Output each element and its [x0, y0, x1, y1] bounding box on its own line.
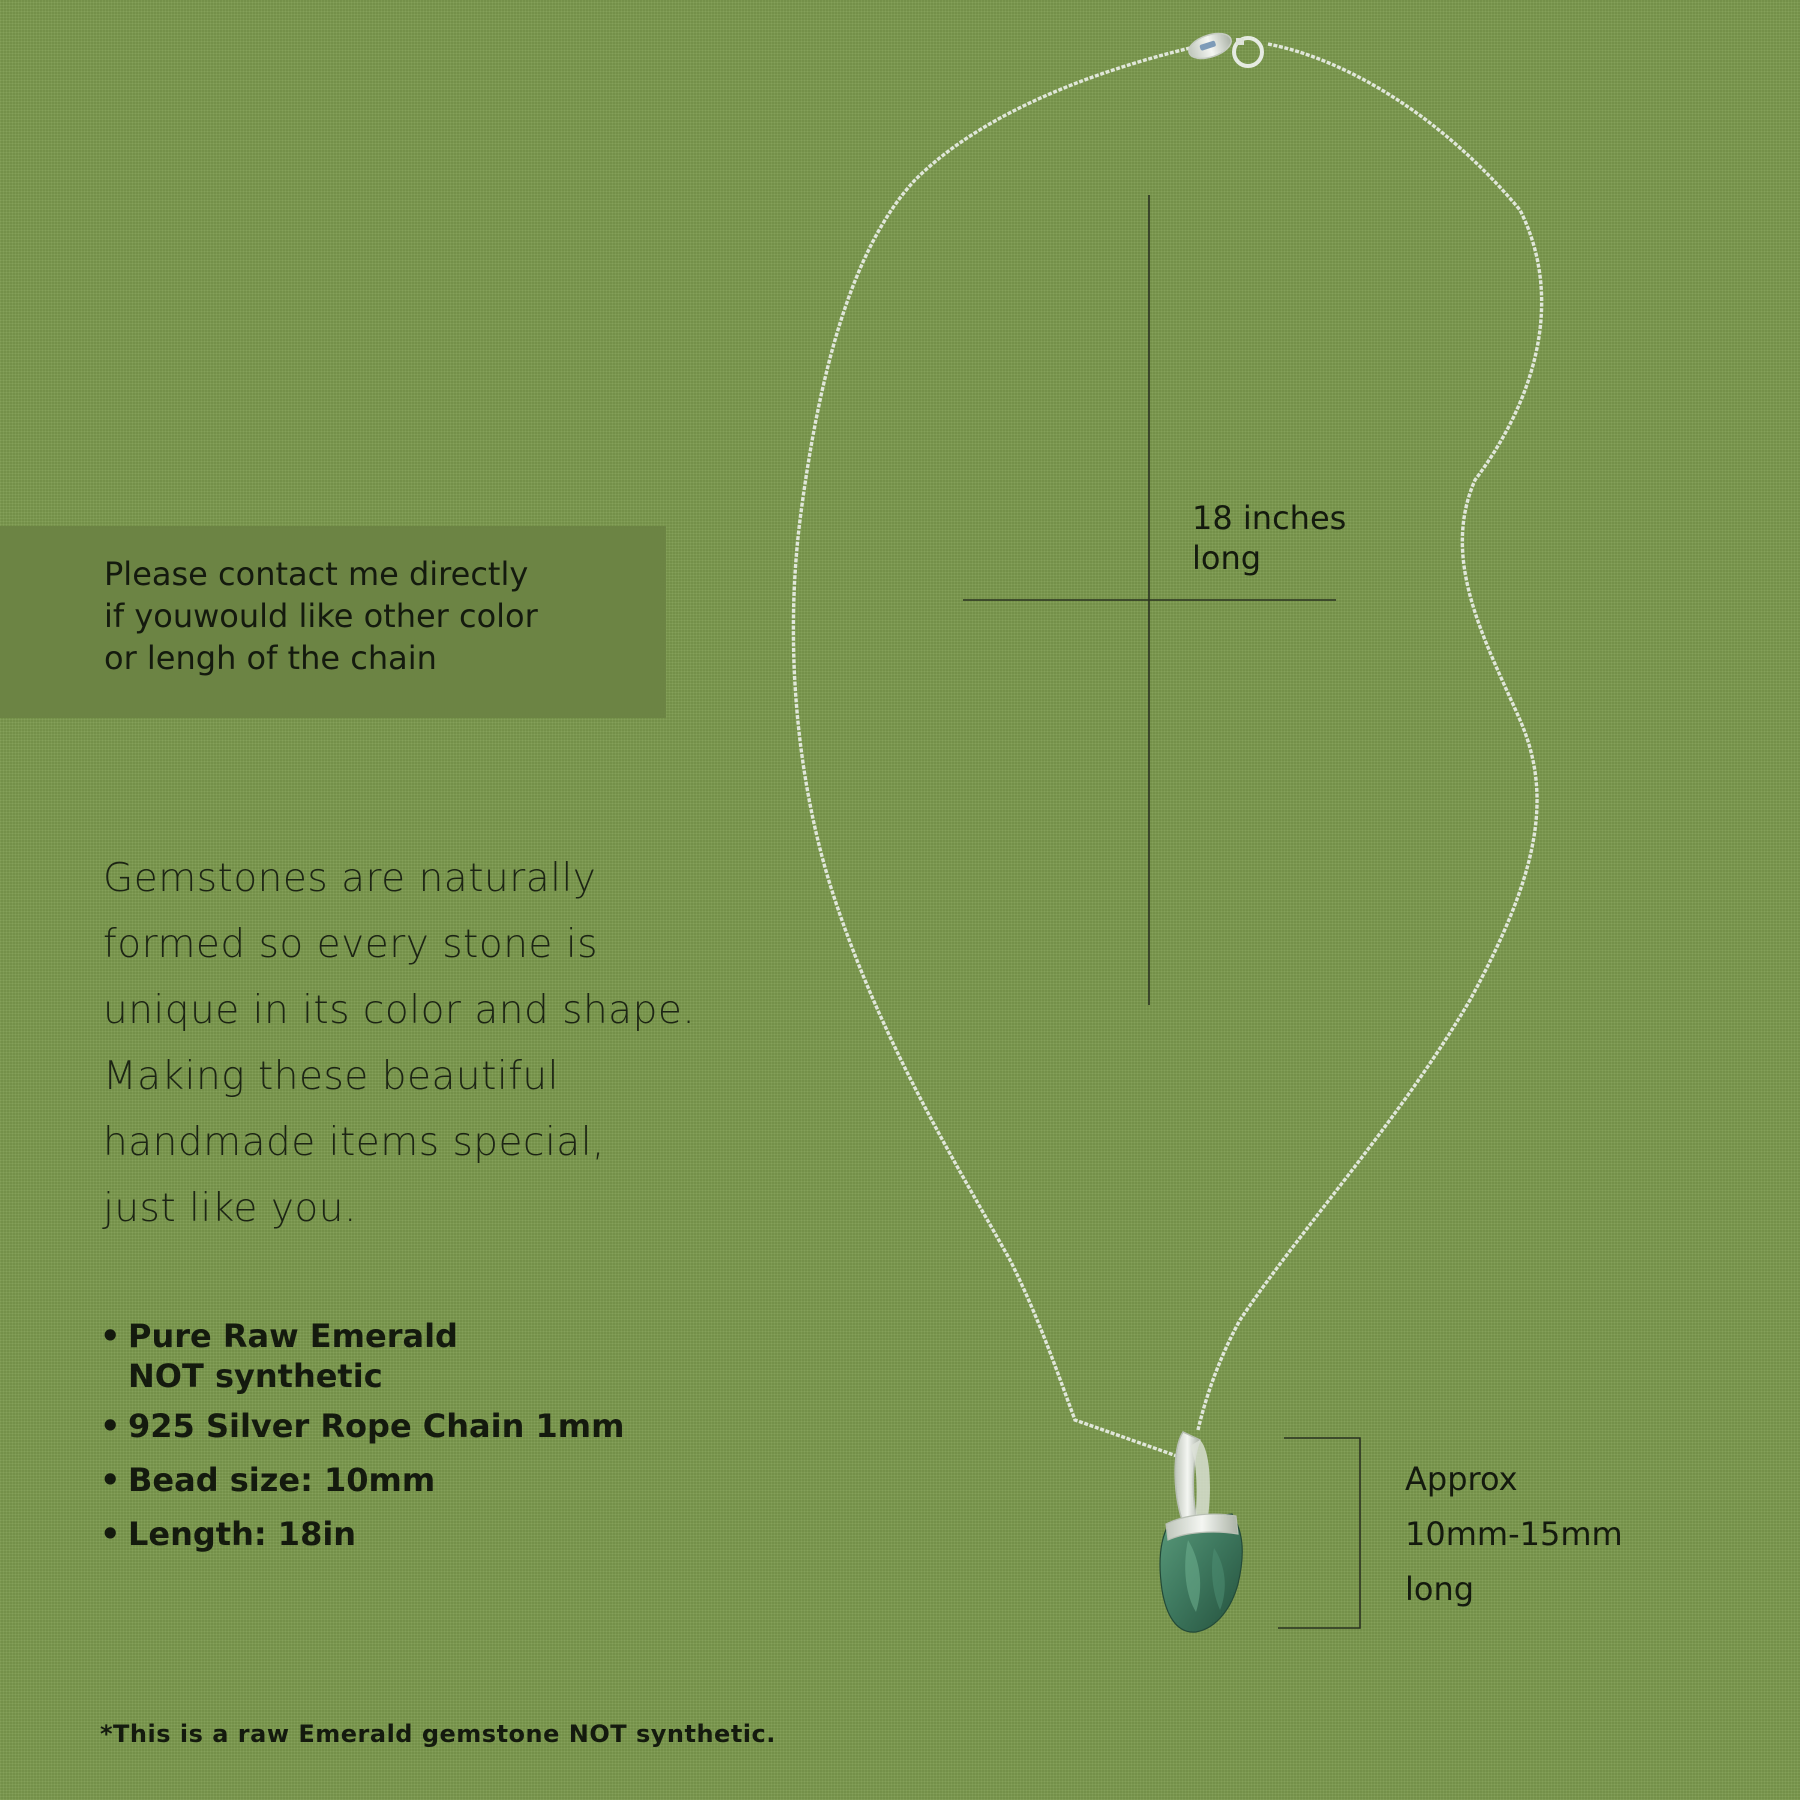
- pendant-size-line1: Approx: [1405, 1460, 1518, 1498]
- gemstone-description: [103, 846, 743, 1242]
- pendant-size-bracket: [1278, 1438, 1360, 1628]
- bullet: •: [100, 1317, 121, 1355]
- description-line: Gemstones are naturally: [103, 856, 597, 901]
- description-line: formed so every stone is: [103, 922, 598, 967]
- chain-length-label: [1192, 498, 1346, 578]
- contact-note-text: [104, 553, 664, 679]
- description-line: Making these beautiful: [103, 1054, 559, 1099]
- bullet: •: [100, 1461, 121, 1499]
- spec-label: Length: 18in: [128, 1515, 357, 1553]
- chain-length-line2: long: [1192, 539, 1262, 577]
- description-line: handmade items special,: [103, 1120, 605, 1165]
- description-line: unique in its color and shape.: [103, 988, 696, 1033]
- contact-note-line: Please contact me directly: [104, 555, 529, 593]
- bullet: •: [100, 1515, 121, 1553]
- chain-right: [1198, 44, 1542, 1430]
- clasp: [1186, 29, 1262, 66]
- spec-item-length: [100, 1510, 720, 1558]
- description-line: just like you.: [103, 1186, 357, 1231]
- contact-note-line: if youwould like other color: [104, 597, 538, 635]
- spec-item-bead-size: [100, 1456, 720, 1504]
- chain-left: [793, 48, 1190, 1460]
- bullet: •: [100, 1407, 121, 1445]
- spec-list: [100, 1312, 720, 1564]
- spec-label: Pure Raw Emerald: [128, 1317, 458, 1355]
- spec-label: 925 Silver Rope Chain 1mm: [128, 1407, 625, 1445]
- spec-item-chain: [100, 1402, 720, 1450]
- emerald-pendant: [1160, 1432, 1242, 1632]
- pendant-size-line2: 10mm-15mm: [1405, 1515, 1623, 1553]
- contact-note-line: or lengh of the chain: [104, 639, 437, 677]
- pendant-size-label: [1405, 1452, 1623, 1617]
- pendant-size-line3: long: [1405, 1570, 1475, 1608]
- spec-label: Bead size: 10mm: [128, 1461, 436, 1499]
- footnote: *This is a raw Emerald gemstone NOT synthetic.: [100, 1720, 776, 1748]
- spec-item-material: [100, 1312, 720, 1396]
- chain-length-line1: 18 inches: [1192, 499, 1347, 537]
- spec-sublabel: NOT synthetic: [128, 1357, 383, 1395]
